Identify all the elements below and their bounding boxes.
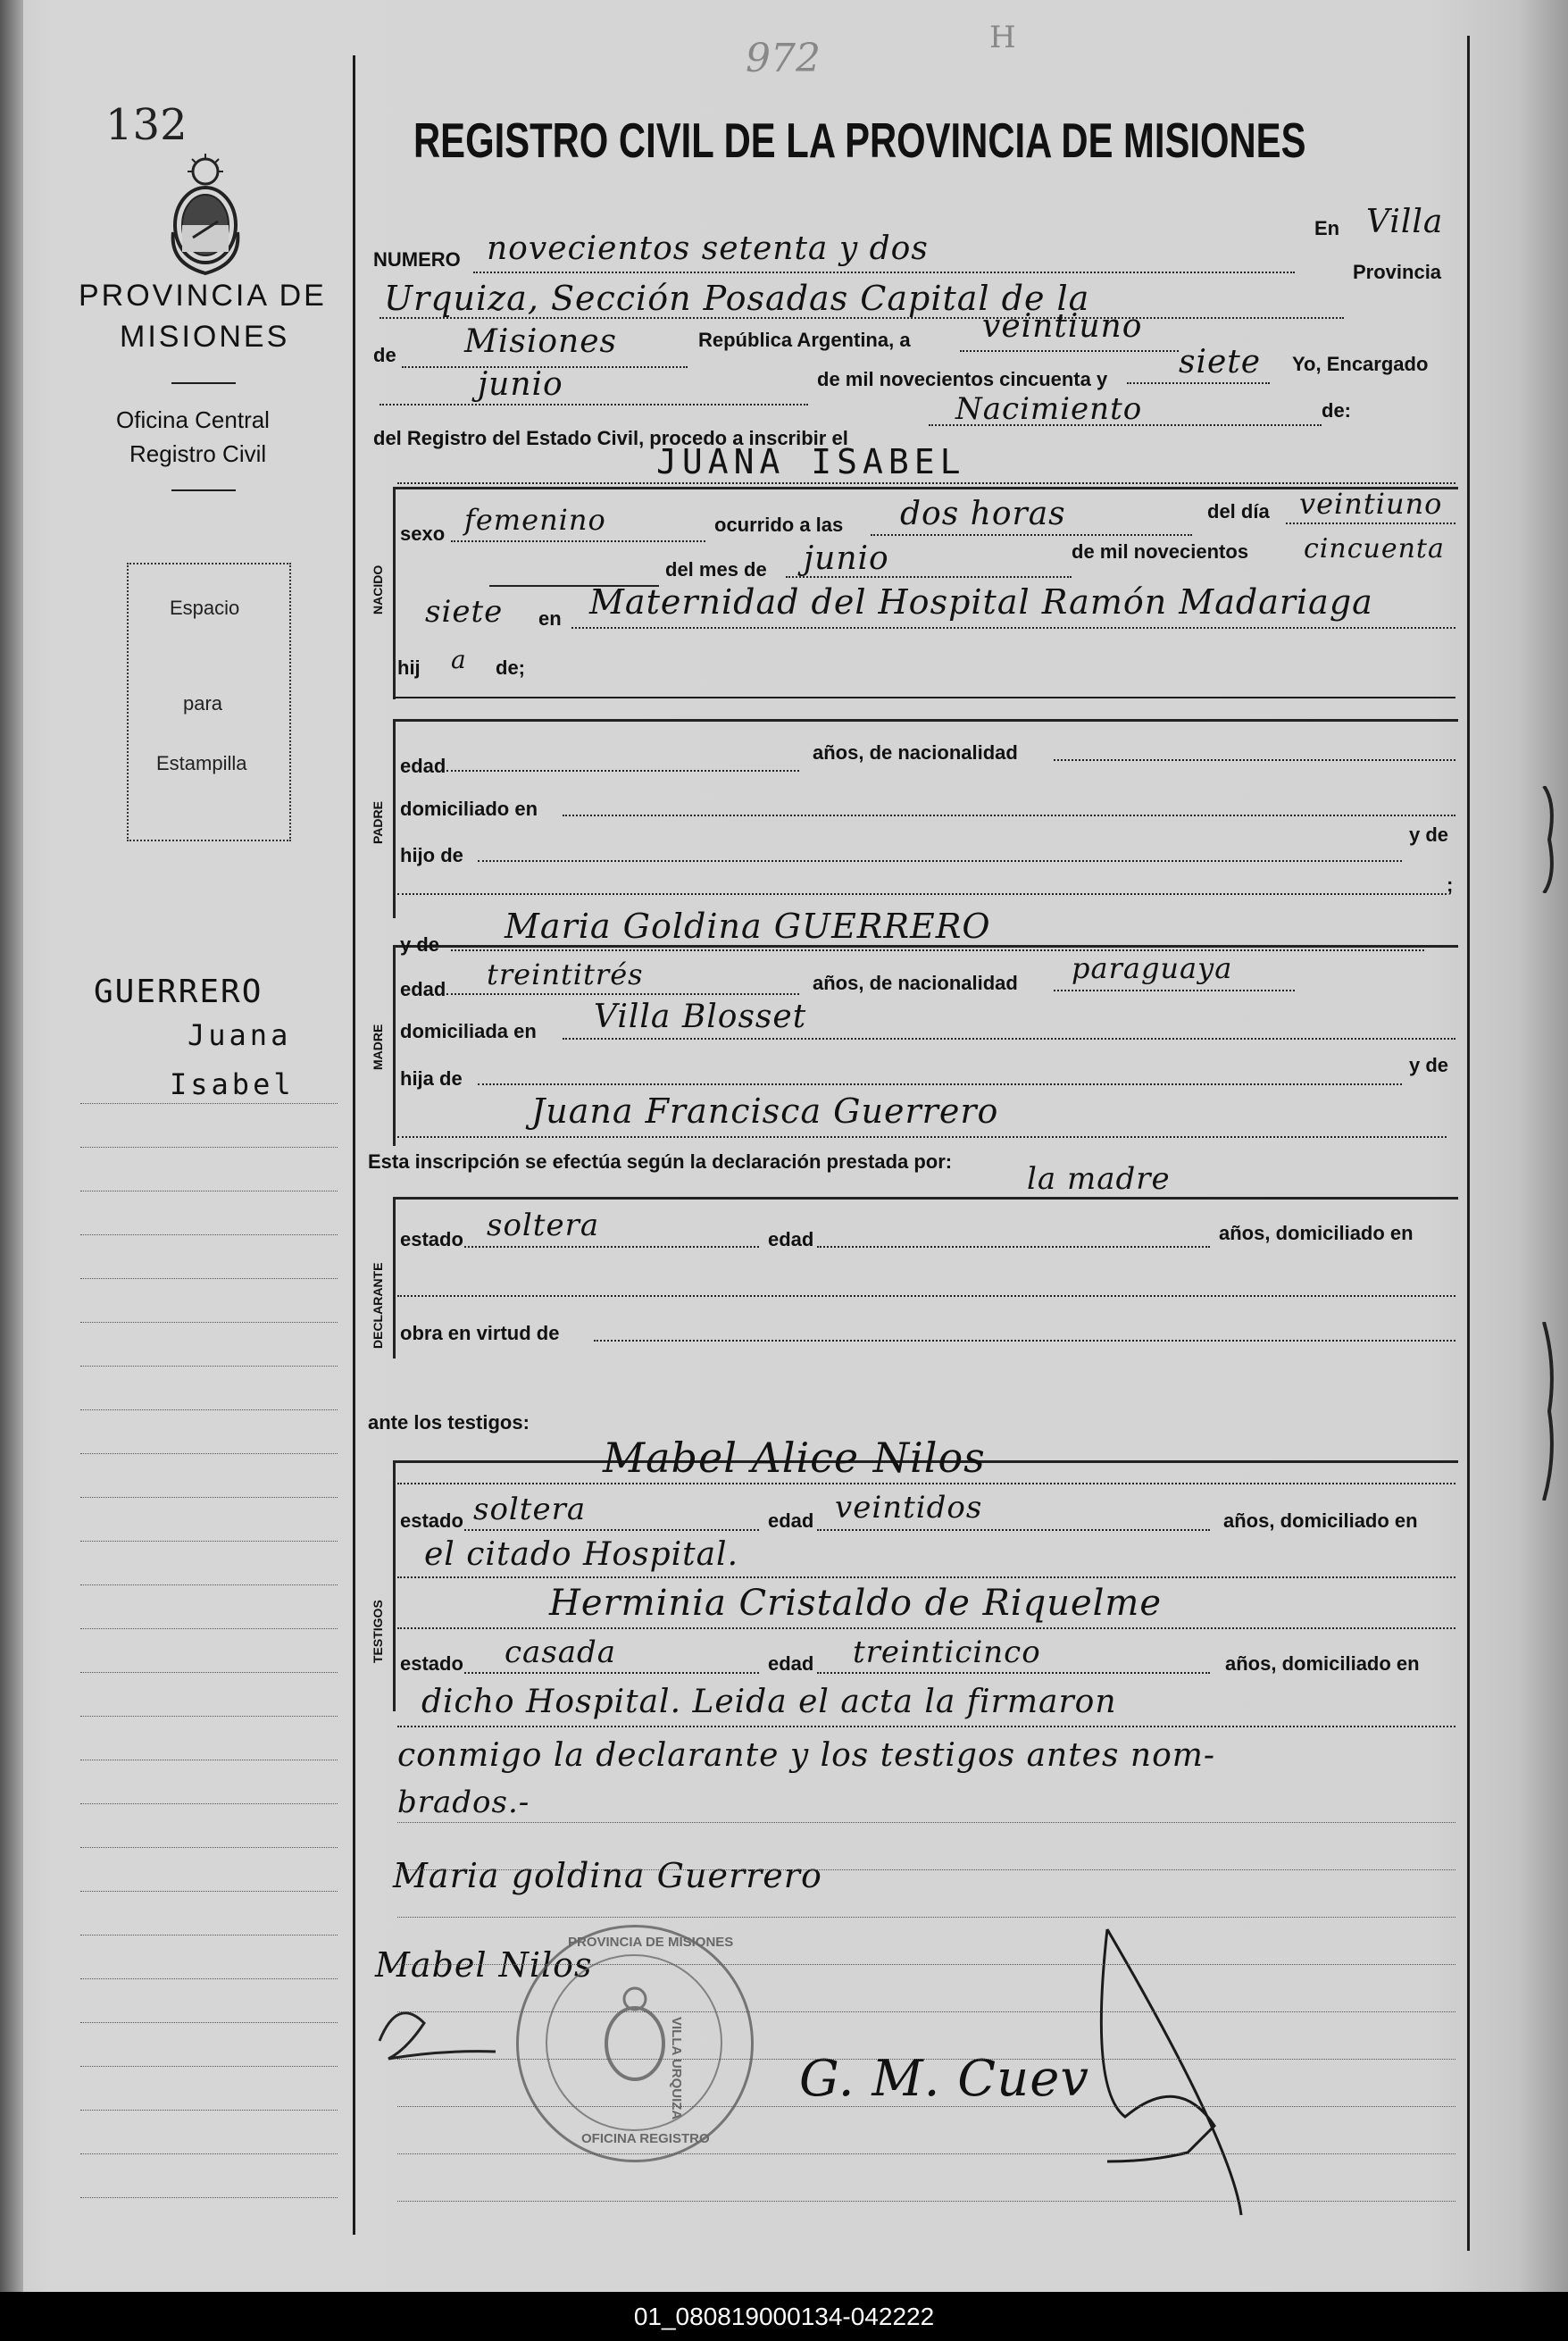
signature-testigo: Mabel Nilos bbox=[375, 1945, 593, 1985]
page-number: 132 bbox=[105, 100, 188, 150]
binding-clip-icon-2 bbox=[1540, 1322, 1560, 1501]
testigo1-label-edad: edad bbox=[768, 1509, 814, 1532]
signature-scribble-icon bbox=[371, 1987, 505, 2068]
value-dia-nac: veintiuno bbox=[1299, 487, 1443, 521]
body-ruled-line bbox=[397, 1822, 1455, 1823]
madre-line-nacionalidad bbox=[1054, 990, 1295, 991]
declarante-line-estado bbox=[464, 1246, 759, 1248]
declarante-label-anos: años, domiciliado en bbox=[1219, 1222, 1414, 1244]
right-border bbox=[1467, 36, 1470, 2251]
seal-side-text: VILLA URQUIZA bbox=[669, 2017, 684, 2120]
margin-ruled-line bbox=[80, 1803, 338, 1804]
margin-ruled-line bbox=[80, 1234, 338, 1235]
padre-line-hijo bbox=[478, 860, 1402, 862]
body-ruled-line bbox=[397, 2106, 1455, 2107]
padre-label-hijo: hijo de bbox=[400, 844, 463, 866]
declarante-label-estado: estado bbox=[400, 1228, 463, 1250]
testigo2-nombre: Herminia Cristaldo de Riquelme bbox=[549, 1583, 1163, 1624]
testigo1-line-domicilio bbox=[397, 1576, 1455, 1578]
margin-ruled-line bbox=[80, 1366, 338, 1367]
cierre-line-3: brados.- bbox=[397, 1785, 530, 1820]
padre-label-y-de: y de bbox=[1409, 824, 1449, 846]
line-declarante bbox=[1027, 1197, 1205, 1199]
margin-ruled-line bbox=[80, 1628, 338, 1629]
side-label-testigos: TESTIGOS bbox=[371, 1600, 385, 1663]
madre-label-domicilio: domiciliada en bbox=[400, 1020, 537, 1042]
label-del-registro: del Registro del Estado Civil, procedo a inscribir el bbox=[373, 427, 848, 449]
body-ruled-line bbox=[397, 1869, 1455, 1870]
declarante-label-obra: obra en virtud de bbox=[400, 1322, 560, 1344]
label-declaracion: Esta inscripción se efectúa según la declaración prestada por: bbox=[368, 1150, 953, 1173]
line-lugar-nac bbox=[571, 627, 1455, 629]
padre-semicolon: ; bbox=[1447, 874, 1454, 896]
body-ruled-line bbox=[397, 2153, 1455, 2154]
seal-emblem-icon bbox=[590, 1981, 680, 2097]
value-numero: novecientos setenta y dos bbox=[487, 230, 929, 267]
label-ocurrido: ocurrido a las bbox=[714, 514, 844, 536]
madre-value-edad: treintitrés bbox=[487, 957, 644, 991]
line-nombre bbox=[397, 482, 1455, 484]
margin-ruled-line bbox=[80, 2022, 338, 2023]
margin-ruled-line bbox=[80, 1497, 338, 1498]
side-label-padre: PADRE bbox=[371, 801, 385, 844]
label-provincia: Provincia bbox=[1353, 261, 1442, 283]
margin-ruled-line bbox=[80, 2197, 338, 2198]
page-binding bbox=[0, 0, 23, 2292]
sidebar-divider-1 bbox=[171, 382, 236, 384]
testigo2-label-edad: edad bbox=[768, 1652, 814, 1675]
label-de-1: de bbox=[373, 344, 396, 366]
margin-ruled-line bbox=[80, 1847, 338, 1848]
label-del-mes: del mes de bbox=[665, 558, 767, 581]
label-numero: NUMERO bbox=[373, 248, 461, 271]
seal-top-text: PROVINCIA DE MISIONES bbox=[568, 1935, 734, 1950]
madre-label-y-de: y de bbox=[400, 933, 440, 956]
sidebar-province-line1: PROVINCIA DE bbox=[79, 279, 327, 313]
testigo1-label-estado: estado bbox=[400, 1509, 463, 1532]
margin-ruled-line bbox=[80, 1409, 338, 1410]
margin-ruled-line bbox=[80, 1541, 338, 1542]
testigo1-line-edad bbox=[817, 1529, 1210, 1531]
margin-ruled-line bbox=[80, 1672, 338, 1673]
left-column-divider bbox=[353, 55, 355, 2235]
testigo2-label-anos: años, domiciliado en bbox=[1225, 1652, 1420, 1675]
padre-line-nacionalidad bbox=[1054, 759, 1455, 761]
body-ruled-line bbox=[397, 2011, 1455, 2012]
line-dia-nac bbox=[1286, 523, 1455, 524]
label-de-semicolon: de; bbox=[496, 656, 525, 679]
madre-label-nacionalidad: años, de nacionalidad bbox=[813, 972, 1018, 994]
value-dia: veintiuno bbox=[982, 308, 1143, 345]
madre-line-hija bbox=[478, 1083, 1402, 1085]
padre-line-y-de bbox=[397, 893, 1447, 895]
testigo1-value-estado: soltera bbox=[473, 1492, 587, 1527]
declarante-line-edad bbox=[817, 1246, 1210, 1248]
madre-value-nacionalidad: paraguaya bbox=[1072, 951, 1233, 985]
margin-ruled-line bbox=[80, 1935, 338, 1936]
margin-ruled-line bbox=[80, 1322, 338, 1323]
testigo1-value-domicilio: el citado Hospital. bbox=[424, 1536, 739, 1573]
madre-label-edad: edad bbox=[400, 978, 446, 1000]
value-declarante: la madre bbox=[1027, 1161, 1171, 1197]
value-hora: dos horas bbox=[900, 496, 1066, 532]
margin-ruled-line bbox=[80, 1978, 338, 1979]
testigo2-label-estado: estado bbox=[400, 1652, 463, 1675]
value-anio-nac-2: siete bbox=[425, 594, 504, 630]
testigo1-value-edad: veintidos bbox=[835, 1490, 983, 1526]
testigo2-value-edad: treinticinco bbox=[853, 1635, 1041, 1670]
value-lugar-nac: Maternidad del Hospital Ramón Madariaga bbox=[589, 582, 1373, 622]
value-anio-nac-1: cincuenta bbox=[1304, 533, 1445, 564]
label-republica: República Argentina, a bbox=[698, 329, 911, 351]
label-de-colon: de: bbox=[1322, 399, 1351, 422]
signature-madre: Maria goldina Guerrero bbox=[393, 1856, 822, 1895]
padre-line-edad bbox=[446, 770, 799, 772]
line-anio bbox=[1127, 382, 1270, 384]
side-label-madre: MADRE bbox=[371, 1024, 385, 1070]
padre-label-nacionalidad: años, de nacionalidad bbox=[813, 741, 1018, 764]
binding-clip-icon bbox=[1540, 786, 1560, 893]
testigo2-line-estado bbox=[464, 1672, 759, 1674]
label-sexo: sexo bbox=[400, 523, 446, 545]
madre-line-padres bbox=[397, 1136, 1447, 1138]
madre-label-hija: hija de bbox=[400, 1067, 463, 1090]
testigo2-value-estado: casada bbox=[505, 1635, 617, 1670]
cierre-line-1: dicho Hospital. Leida el acta la firmaron bbox=[421, 1684, 1117, 1720]
stamp-box-line1: Espacio bbox=[170, 597, 240, 619]
testigo1-line-nombre bbox=[397, 1483, 1455, 1484]
value-lugar-1: Villa bbox=[1366, 204, 1444, 240]
nacido-close-line bbox=[393, 697, 1455, 698]
declarante-line-obra bbox=[594, 1340, 1455, 1342]
testigo2-line-nombre bbox=[397, 1627, 1455, 1629]
value-hij-suffix: a bbox=[451, 645, 467, 674]
margin-ruled-line bbox=[80, 2110, 338, 2111]
margin-ruled-line bbox=[80, 1147, 338, 1148]
value-nombre: JUANA ISABEL bbox=[656, 442, 966, 481]
value-mes: junio bbox=[478, 366, 563, 403]
sidebar-province-line2: MISIONES bbox=[120, 320, 290, 354]
body-ruled-line bbox=[397, 2059, 1455, 2060]
label-yo-encargado: Yo, Encargado bbox=[1292, 353, 1429, 375]
seal-bottom-text: OFICINA REGISTRO bbox=[581, 2131, 710, 2146]
madre-value-domicilio: Villa Blosset bbox=[594, 999, 807, 1035]
body-ruled-line bbox=[397, 1917, 1455, 1918]
label-de-mil: de mil novecientos cincuenta y bbox=[817, 368, 1108, 390]
value-mes-nac: junio bbox=[804, 540, 889, 577]
margin-ruled-line bbox=[80, 1716, 338, 1717]
declarante-label-edad: edad bbox=[768, 1228, 814, 1250]
margin-note-name1: Juana bbox=[188, 1018, 292, 1052]
padre-line-domicilio bbox=[563, 815, 1455, 816]
margin-ruled-line bbox=[80, 2153, 338, 2154]
declarante-value-estado: soltera bbox=[487, 1208, 600, 1243]
official-seal bbox=[516, 1925, 754, 2162]
padre-label-edad: edad bbox=[400, 755, 446, 777]
side-label-nacido: NACIDO bbox=[371, 564, 385, 615]
cierre-line-2: conmigo la declarante y los testigos antes nom- bbox=[397, 1737, 1216, 1774]
madre-line-domicilio bbox=[563, 1038, 1455, 1040]
stamp-box-line2: para bbox=[183, 692, 223, 715]
value-acto: Nacimiento bbox=[955, 391, 1143, 427]
sidebar-office-line2: Registro Civil bbox=[129, 440, 267, 467]
declarante-line-domicilio bbox=[397, 1295, 1455, 1297]
archive-mark: H bbox=[989, 20, 1016, 55]
line-sexo bbox=[451, 540, 705, 542]
signature-oficial: G. M. Cuev bbox=[799, 2050, 1089, 2108]
value-lugar-2: Urquiza, Sección Posadas Capital de la bbox=[384, 279, 1090, 318]
madre-value-padres: Juana Francisca Guerrero bbox=[531, 1091, 999, 1131]
line-numero bbox=[473, 272, 1295, 273]
madre-value-nombre: Maria Goldina GUERRERO bbox=[505, 907, 991, 946]
label-hij: hij bbox=[397, 656, 421, 679]
image-id-footer: 01_080819000134-042222 bbox=[0, 2292, 1568, 2341]
value-provincia: Misiones bbox=[464, 323, 618, 360]
archive-number: 972 bbox=[746, 36, 821, 81]
margin-ruled-line bbox=[80, 2066, 338, 2067]
margin-ruled-line bbox=[80, 1278, 338, 1279]
label-ante-testigos: ante los testigos: bbox=[368, 1411, 530, 1434]
margin-ruled-line bbox=[80, 1103, 338, 1104]
madre-line-nombre bbox=[451, 949, 1424, 951]
margin-note-name2: Isabel bbox=[170, 1067, 295, 1101]
label-del-dia: del día bbox=[1207, 500, 1270, 523]
line-dia bbox=[960, 350, 1179, 352]
label-en-lower: en bbox=[538, 607, 562, 630]
sidebar-divider-2 bbox=[171, 489, 236, 491]
value-anio: siete bbox=[1179, 344, 1262, 380]
madre-line-edad bbox=[446, 993, 799, 995]
page-title: REGISTRO CIVIL DE LA PROVINCIA DE MISIONES bbox=[413, 113, 1306, 168]
side-label-declarante: DECLARANTE bbox=[371, 1262, 385, 1349]
testigo1-line-estado bbox=[464, 1529, 759, 1531]
margin-ruled-line bbox=[80, 1584, 338, 1585]
margin-ruled-line bbox=[80, 1453, 338, 1454]
body-ruled-line bbox=[397, 2201, 1455, 2202]
value-sexo: femenino bbox=[464, 503, 606, 537]
label-de-mil-novecientos: de mil novecientos bbox=[1072, 540, 1249, 563]
madre-label-y-de-end: y de bbox=[1409, 1054, 1449, 1076]
line-mes bbox=[379, 404, 808, 405]
testigo1-nombre: Mabel Alice Nilos bbox=[603, 1434, 986, 1482]
cierre-line-1-rule bbox=[397, 1726, 1455, 1727]
sidebar-office-line1: Oficina Central bbox=[116, 406, 270, 433]
line-hora bbox=[871, 534, 1192, 536]
stamp-box-line3: Estampilla bbox=[156, 752, 247, 774]
margin-ruled-line bbox=[80, 1891, 338, 1892]
coat-of-arms-icon bbox=[161, 152, 250, 277]
margin-note-surname: GUERRERO bbox=[94, 974, 263, 1010]
body-ruled-line bbox=[397, 1964, 1455, 1965]
testigo1-label-anos: años, domiciliado en bbox=[1223, 1509, 1418, 1532]
label-en: En bbox=[1314, 217, 1340, 239]
testigo2-line-edad bbox=[817, 1672, 1210, 1674]
padre-label-domicilio: domiciliado en bbox=[400, 798, 538, 820]
